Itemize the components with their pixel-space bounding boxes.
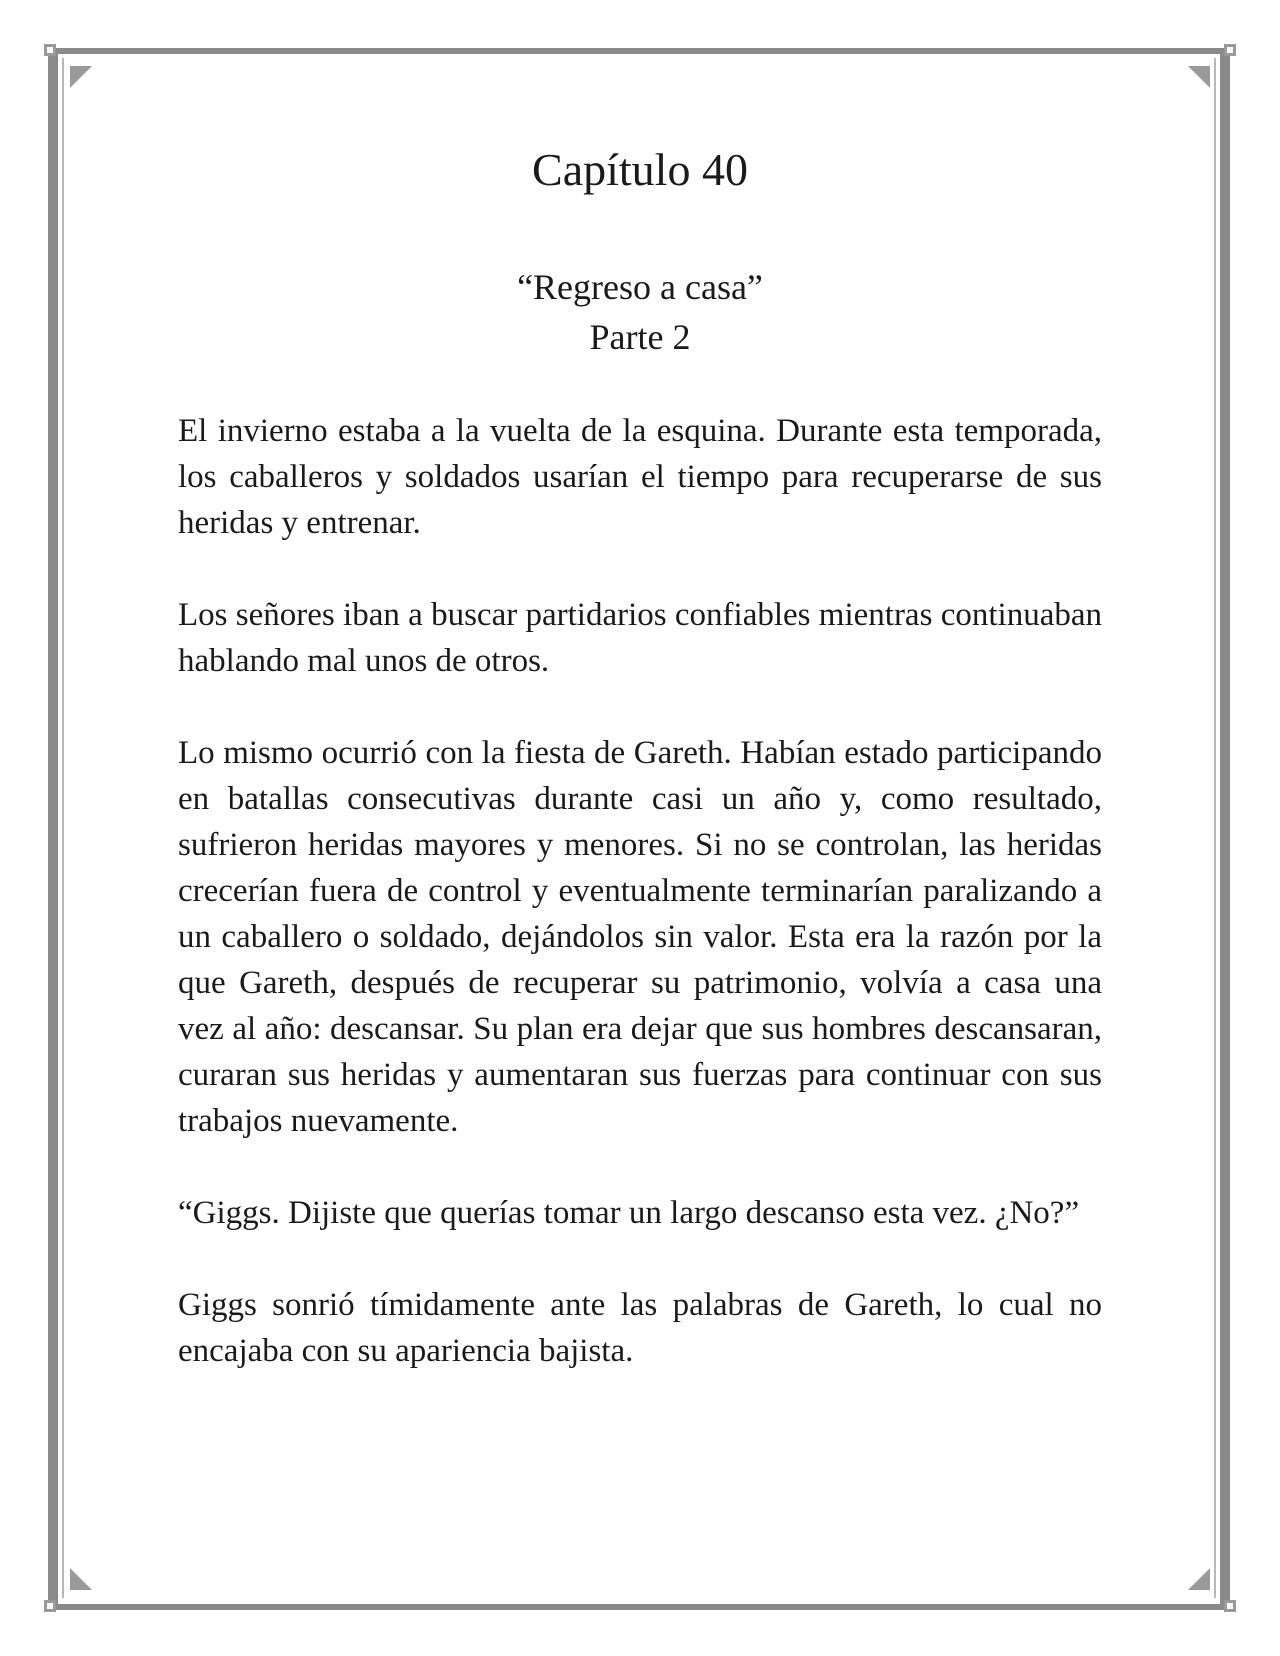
corner-ornament-bottom-left xyxy=(70,1568,92,1590)
paragraph-3: Lo mismo ocurrió con la fiesta de Gareth. Habían estado participando en batallas consecutivas durante casi un año y, como resultado, sufrieron heridas mayores y menores. Si no se controlan, las heridas crecerían fuera de control y eventualmente terminarían paralizando a un caballero o soldado, dejándolos sin valor. Esta era la razón por la que Gareth, después de recuperar su patrimonio, volvía a casa una vez al año: descansar. Su plan era dejar que sus hombres descansaran, curaran sus heridas y aumentaran sus fuerzas para continuar con sus trabajos nuevamente. xyxy=(178,735,1102,1139)
paragraph-4: “Giggs. Dijiste que querías tomar un largo descanso esta vez. ¿No?” xyxy=(178,1195,1080,1231)
corner-ornament-top-left xyxy=(70,66,92,88)
corner-knot-top-right xyxy=(1224,44,1236,56)
paragraph-5: Giggs sonrió tímidamente ante las palabras de Gareth, lo cual no encajaba con su apariencia bajista. xyxy=(178,1287,1102,1369)
paragraph-2: Los señores iban a buscar partidarios confiables mientras continuaban hablando mal unos de otros. xyxy=(178,597,1102,679)
corner-knot-bottom-right xyxy=(1224,1600,1236,1612)
chapter-title: Capítulo 40 xyxy=(532,144,748,195)
corner-knot-bottom-left xyxy=(44,1600,56,1612)
chapter-subtitle-line-2: Parte 2 xyxy=(589,317,691,357)
corner-ornament-bottom-right xyxy=(1188,1568,1210,1590)
chapter-body xyxy=(178,408,1102,1374)
corner-knot-top-left xyxy=(44,44,56,56)
chapter-subtitle xyxy=(178,262,1102,362)
page-content xyxy=(178,140,1102,1420)
corner-ornament-top-right xyxy=(1188,66,1210,88)
chapter-subtitle-line-1: “Regreso a casa” xyxy=(517,267,763,307)
paragraph-1: El invierno estaba a la vuelta de la esquina. Durante esta temporada, los caballeros y soldados usarían el tiempo para recuperarse de sus heridas y entrenar. xyxy=(178,413,1102,541)
